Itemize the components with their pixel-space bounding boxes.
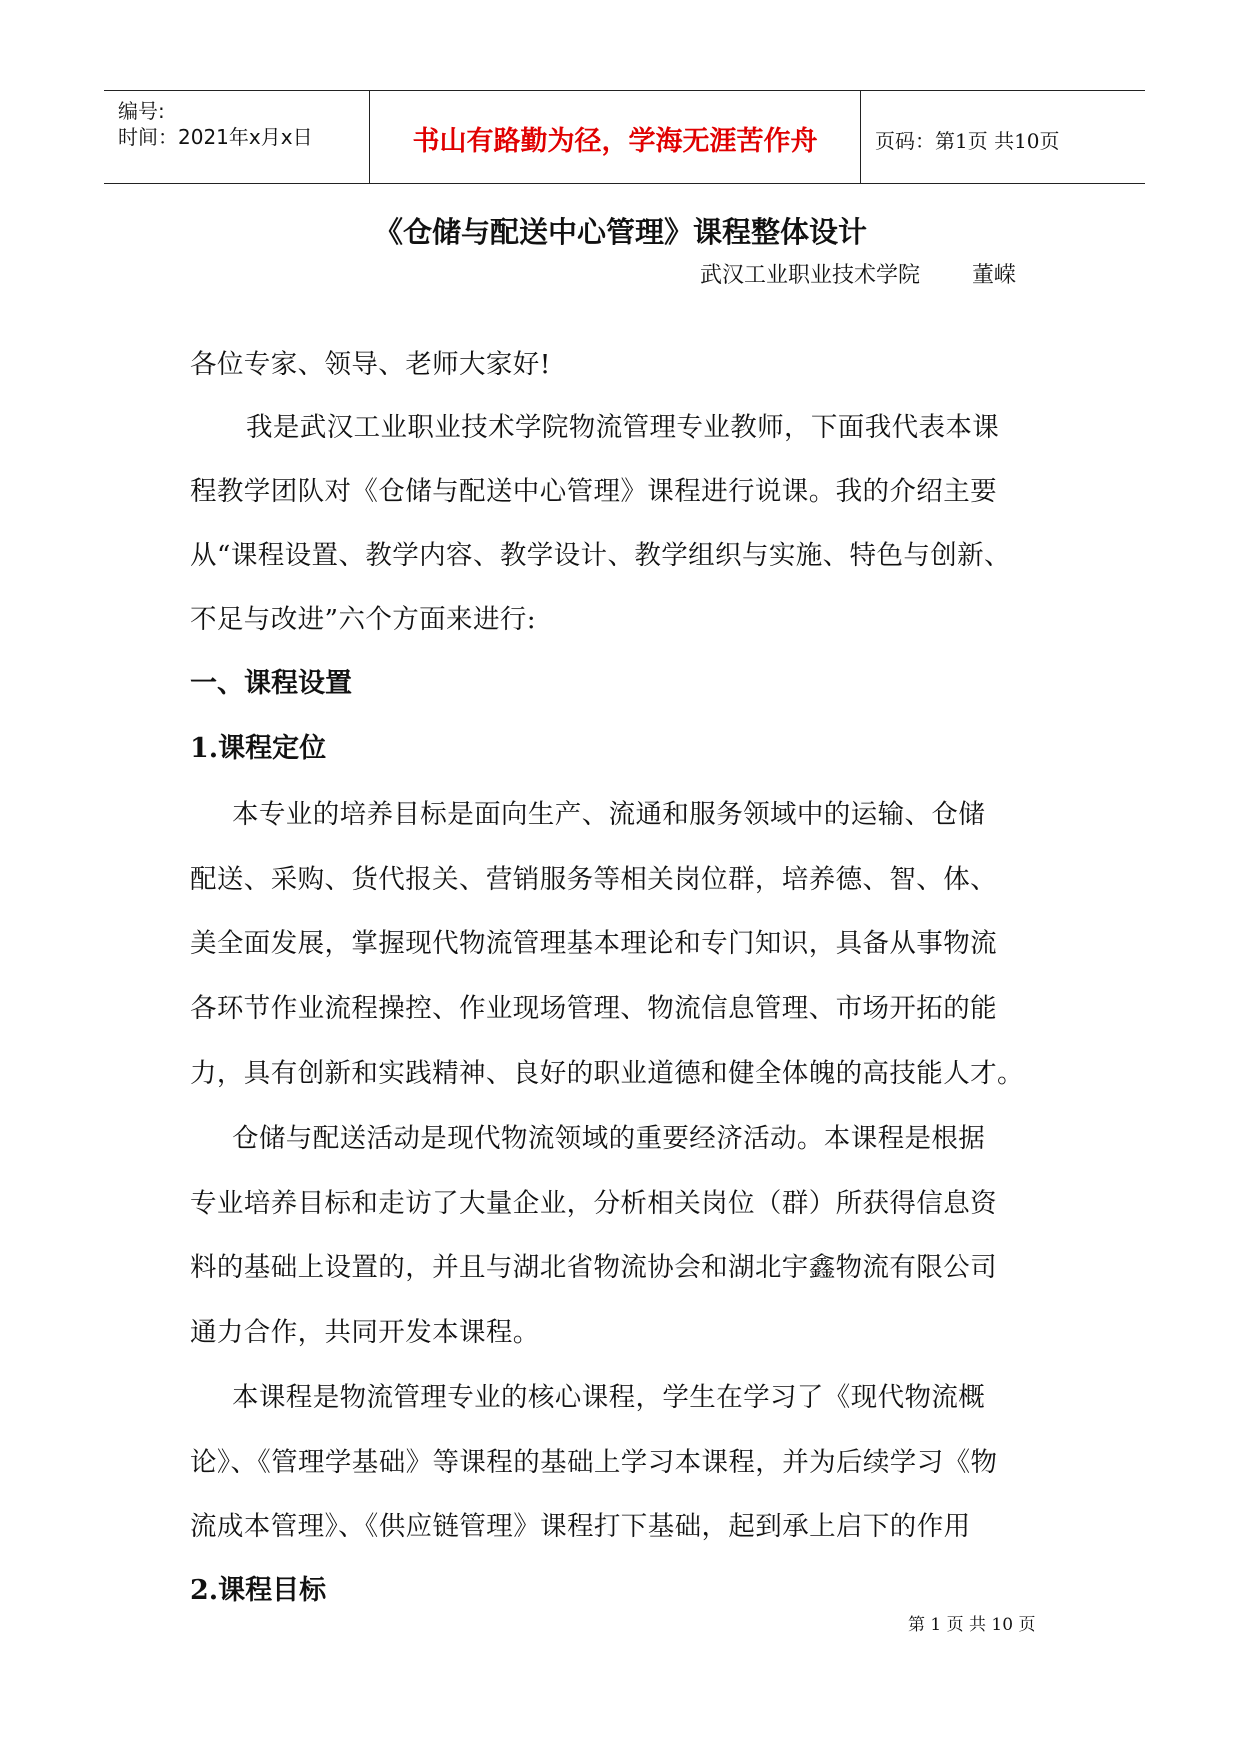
body-line: 各环节作业流程操控、作业现场管理、物流信息管理、市场开拓的能 — [190, 993, 997, 1024]
body-line: 论》、《管理学基础》等课程的基础上学习本课程，并为后续学习《物 — [190, 1447, 998, 1478]
header-page-code: 页码：第1页 共10页 — [875, 129, 1060, 153]
body-line: 程教学团队对《仓储与配送中心管理》课程进行说课。我的介绍主要 — [190, 476, 997, 507]
body-line: 专业培养目标和走访了大量企业，分析相关岗位（群）所获得信息资 — [190, 1188, 997, 1219]
body-line: 从“课程设置、教学内容、教学设计、教学组织与实施、特色与创新、 — [190, 540, 1011, 571]
body-line: 美全面发展，掌握现代物流管理基本理论和专门知识，具备从事物流 — [190, 928, 997, 959]
header-meta-cell — [104, 91, 370, 183]
body-line: 流成本管理》、《供应链管理》课程打下基础，起到承上启下的作用 — [190, 1511, 971, 1542]
body-line: 力，具有创新和实践精神、良好的职业道德和健全体魄的高技能人才。 — [190, 1058, 1024, 1089]
section-heading: 一、课程设置 — [190, 668, 352, 699]
body-line: 料的基础上设置的，并且与湖北省物流协会和湖北宇鑫物流有限公司 — [190, 1252, 997, 1283]
header-motto: 书山有路勤为径，学海无涯苦作舟 — [412, 126, 818, 157]
body-line: 本课程是物流管理专业的核心课程，学生在学习了《现代物流概 — [232, 1382, 986, 1413]
subsection-heading: 2.课程目标 — [190, 1575, 327, 1606]
author-line — [700, 258, 1016, 289]
document-number-label: 编号: — [118, 99, 165, 123]
document-time-label: 时间：2021年x月x日 — [118, 125, 313, 149]
body-line: 本专业的培养目标是面向生产、流通和服务领域中的运输、仓储 — [232, 799, 986, 830]
body-line: 我是武汉工业职业技术学院物流管理专业教师，下面我代表本课 — [246, 412, 1000, 443]
page-footer: 第 1 页 共 10 页 — [908, 1615, 1036, 1635]
greeting-line: 各位专家、领导、老师大家好! — [190, 349, 551, 380]
author-school: 武汉工业职业技术学院 — [700, 263, 921, 288]
header-page-cell — [861, 91, 1145, 183]
body-line: 配送、采购、货代报关、营销服务等相关岗位群，培养德、智、体、 — [190, 864, 997, 895]
page-header-table — [104, 90, 1145, 184]
body-line: 通力合作，共同开发本课程。 — [190, 1317, 540, 1348]
body-line: 不足与改进”六个方面来进行: — [190, 604, 537, 635]
author-name: 董嵘 — [972, 263, 1017, 288]
subsection-heading: 1.课程定位 — [190, 733, 327, 764]
header-motto-cell — [370, 91, 861, 183]
body-line: 仓储与配送活动是现代物流领域的重要经济活动。本课程是根据 — [232, 1123, 986, 1154]
document-title: 《仓储与配送中心管理》课程整体设计 — [373, 215, 867, 249]
